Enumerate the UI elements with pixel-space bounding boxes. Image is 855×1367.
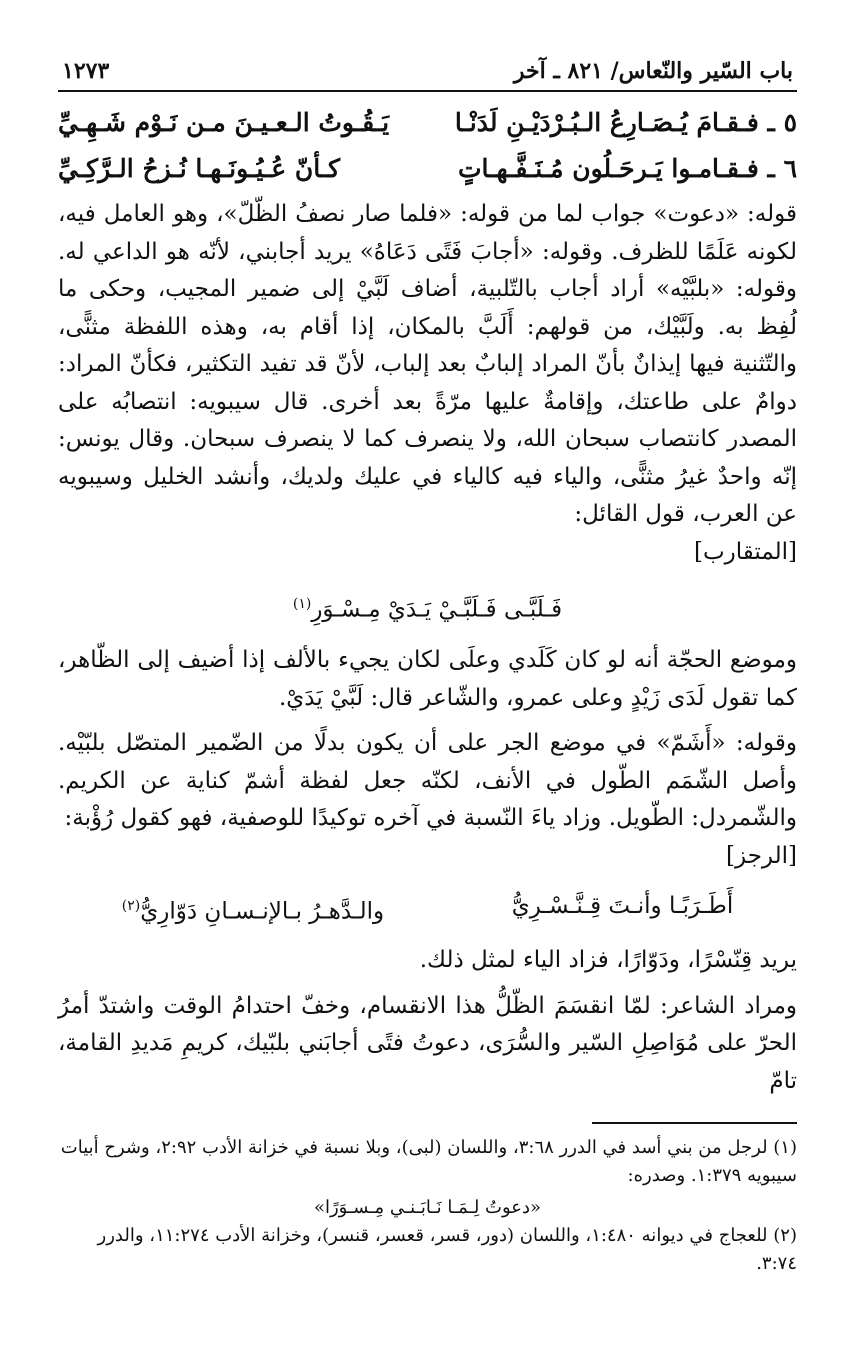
meter-label: [الرجز]	[726, 842, 797, 869]
commentary-paragraph: ومراد الشاعر: لمّا انقسَمَ الظّلُّ هذا الانقسام، وخفّ احتدامُ الوقت واشتدّ أمرُ الحرّ على مُوَاصِلِ السّير والسُّرَى، دعوتُ فتًى أجابَني بلبّيك، كريمِ مَديدِ القامة، تامّ	[58, 992, 797, 1094]
footnote-marker[interactable]: (١)	[292, 595, 312, 612]
verse-hemistich-first: ٦ ـ فـقـامـوا يَـرحَـلُون مُـنَـفَّـهـاتٍ	[458, 154, 797, 183]
commentary-paragraph: وقوله: «أَشَمّ» في موضع الجر على أن يكون بدلًا من الضّمير المتصّل بلبّيْه. وأصل الشّمَم الطّول في الأنف، لكنّه جعل لفظة أشمّ كناية عن الكريم. والشّمردل: الطّويل. وزاد ياءَ النّسبة في آخره توكيدًا للوصفية، فهو كقول رُؤْبة:	[58, 730, 797, 832]
verse-line	[58, 146, 797, 192]
commentary-paragraph: قوله: «دعوت» جواب لما من قوله: «فلما صار نصفُ الظّلّ»، وهو العامل فيه، لكونه عَلَمًا للظرف. وقوله: «أجابَ فَتًى دَعَاهُ» يريد أجابني، لأنّه هو الداعي له. وقوله: «بلبَّيْه» أراد أجاب بالتّلبية، أضاف لَبَّيْ إلى ضمير المجيب، وحكى ما لُفِظ به. ولَبَّيْك، من قولهم: أَلَبَّ بالمكان، إذا أقام به، وهذه اللفظة مثنًّى، والتّثنية فيها إيذانٌ بأنّ المراد إلبابٌ بعد إلباب، لأنّ قد تفيد التكثير، فكأنّ المراد: دوامٌ على طاعتك، وإقامةٌ عليها مرّةً بعد أخرى. قال سيبويه: انتصابُه على المصدر كانتصاب سبحان الله، ولا ينصرف كما لا ينصرف سبحان. وقال يونس: إنّه واحدٌ غيرُ مثنًّى، والياء فيه كالياء في عليك ولديك، وأنشد الخليل وسيبويه عن العرب، قول القائل:	[58, 201, 798, 527]
footnote-marker[interactable]: (٢)	[121, 897, 141, 914]
verse-line	[58, 100, 797, 146]
cited-verse	[58, 881, 797, 937]
footnote-separator	[592, 1122, 797, 1124]
verse-hemistich-second: يَـقُـوتُ الـعـيـنَ مـن نَـوْم شَـهِـيِّ	[58, 108, 390, 137]
meter-label: [المتقارب]	[694, 538, 797, 565]
commentary-paragraph: يريد قِنّسْرًا، ودَوّارًا، فزاد الياء لمثل ذلك.	[419, 947, 797, 974]
verse-hemistich-first: ٥ ـ فـقـامَ يُـصَـارِعُ الـبُـرْدَيْـنِ لَدَنْـا	[454, 108, 797, 137]
verse-hemistich-first: أَطَـرَبًـا وأنـتَ قِـنَّـسْـرِيُّ	[511, 892, 734, 919]
footnote-verse: «دعوتُ لِـمَـا نَـابَـنـي مِـسـوَرًا»	[313, 1197, 542, 1219]
verse-hemistich-second: كـأنّ عُـيُـونَـهـا نُـزحُ الـرَّكِـيِّ	[58, 154, 341, 183]
verse-hemistich-second	[122, 881, 384, 937]
verse-block	[58, 100, 797, 192]
cited-verse	[58, 579, 797, 635]
page-number: ١٢٧٣	[62, 58, 110, 84]
verse-hemistich-text: والـدَّهـرُ بـالإنـسـانِ دَوّارِيُّ	[140, 898, 385, 925]
footnote: (٢) للعجاج في ديوانه ١:٤٨٠، واللسان (دور، قسر، قعسر، قنسر)، وخزانة الأدب ١١:٢٧٤، والدرر ٣:٧٤.	[97, 1225, 797, 1275]
page-header	[58, 58, 797, 92]
running-title: باب السّير والنّعاس/ ٨٢١ ـ آخر	[513, 58, 793, 84]
cited-verse-text: فَـلَبَّـى فَـلَبَّـيْ يَـدَيْ مِـسْـوَرِ	[311, 596, 563, 623]
commentary-paragraph: وموضع الحجّة أنه لو كان كَلَدي وعلَى لكان يجيء بالألف إذا أضيف إلى الظّاهر، كما تقول لَدَى زَيْدٍ وعلى عمرو، والشّاعر قال: لَبَّيْ يَدَيْ.	[58, 647, 797, 711]
footnote: (١) لرجل من بني أسد في الدرر ٣:٦٨، واللسان (لبى)، وبلا نسبة في خزانة الأدب ٢:٩٢، وشرح أبيات سيبويه ١:٣٧٩. وصدره:	[60, 1137, 797, 1187]
